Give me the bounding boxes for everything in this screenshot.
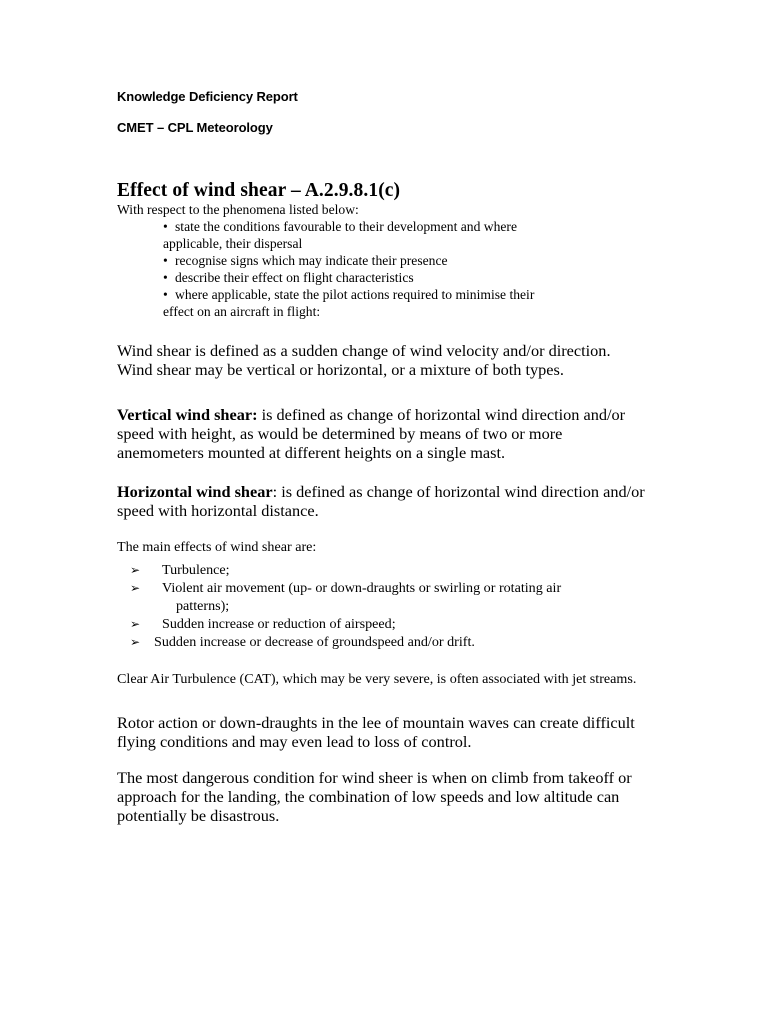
objective-text: where applicable, state the pilot actions required to minimise their (175, 287, 535, 302)
objective-continuation: effect on an aircraft in flight: (163, 304, 321, 319)
effect-item (130, 615, 670, 633)
horizontal-shear-label: Horizontal wind shear (117, 482, 273, 501)
objective-item (117, 218, 677, 235)
rotor-paragraph: Rotor action or down-draughts in the lee of mountain waves can create difficult flying conditions and may even lead to loss of control. (117, 713, 635, 751)
objective-text: describe their effect on flight characteristics (175, 270, 414, 285)
report-title: Knowledge Deficiency Report (117, 89, 298, 104)
horizontal-shear-paragraph (117, 482, 647, 520)
bullet-icon: • (163, 253, 168, 268)
vertical-shear-label: Vertical wind shear: (117, 405, 258, 424)
objective-item (117, 269, 677, 286)
objective-item (117, 286, 677, 303)
arrow-bullet-icon: ➢ (130, 617, 141, 631)
objective-text: state the conditions favourable to their development and where (175, 219, 517, 234)
bullet-icon: • (163, 270, 168, 285)
effect-text: Turbulence; (162, 562, 230, 578)
effects-intro: The main effects of wind shear are: (117, 539, 317, 555)
objectives-block (117, 201, 677, 320)
danger-paragraph: The most dangerous condition for wind sheer is when on climb from takeoff or approach for the landing, the combination of low speeds and low altitude can potentially be disastrous. (117, 768, 632, 825)
cat-paragraph: Clear Air Turbulence (CAT), which may be very severe, is often associated with jet streams. (117, 671, 637, 687)
course-title: CMET – CPL Meteorology (117, 120, 273, 135)
objective-text: recognise signs which may indicate their presence (175, 253, 448, 268)
effect-continuation: patterns); (176, 598, 230, 614)
section-heading: Effect of wind shear – A.2.9.8.1(c) (117, 180, 401, 201)
bullet-icon: • (163, 287, 168, 302)
objective-item (117, 252, 677, 269)
arrow-bullet-icon: ➢ (130, 563, 141, 577)
objectives-intro: With respect to the phenomena listed below: (117, 202, 359, 217)
effect-text: Violent air movement (up- or down-draughts or swirling or rotating air (162, 580, 562, 596)
arrow-bullet-icon: ➢ (130, 581, 141, 595)
bullet-icon: • (163, 219, 168, 234)
definition-paragraph: Wind shear is defined as a sudden change of wind velocity and/or direction. Wind shear may be vertical or horizontal, or a mixture of both types. (117, 341, 611, 379)
vertical-shear-text: is defined as change of horizontal wind direction and/or speed with height, as would be determined by means of two or more anemometers mounted at different heights on a single mast. (117, 405, 626, 462)
arrow-bullet-icon: ➢ (130, 635, 141, 649)
effect-item (130, 579, 670, 597)
effect-text: Sudden increase or decrease of groundspeed and/or drift. (154, 634, 475, 650)
effect-text: Sudden increase or reduction of airspeed; (162, 616, 396, 632)
objective-continuation: applicable, their dispersal (163, 236, 303, 251)
effects-list (130, 561, 670, 651)
horizontal-shear-text: : is defined as change of horizontal wind direction and/or speed with horizontal distance. (117, 482, 645, 520)
effect-item (130, 633, 670, 651)
effect-item (130, 561, 670, 579)
vertical-shear-paragraph (117, 405, 647, 462)
